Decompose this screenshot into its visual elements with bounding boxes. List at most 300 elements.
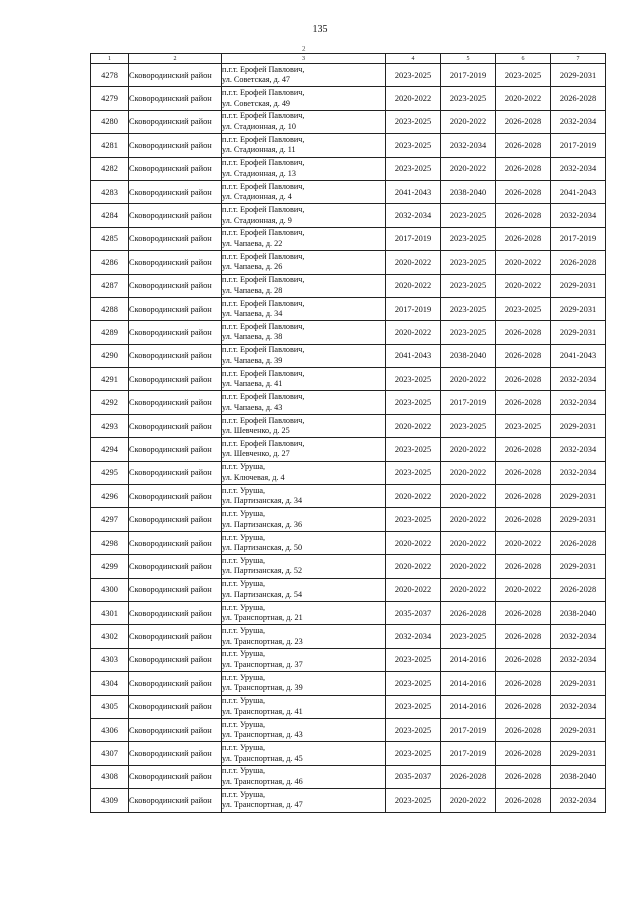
row-number: 4303 [91,648,129,671]
period-col5-cell: 2032-2034 [441,134,496,157]
district-cell: Сковородинский район [129,718,222,741]
table-row [91,344,606,367]
address-street: ул. Транспортная, д. 23 [222,636,303,646]
period-col6-cell: 2026-2028 [496,461,551,484]
table-row [91,251,606,274]
period-col4-cell: 2023-2025 [386,672,441,695]
row-number: 4280 [91,110,129,133]
table-row [91,87,606,110]
address-settlement: п.г.т. Ерофей Павлович, [222,368,305,378]
row-number: 4301 [91,601,129,624]
period-col6-cell: 2026-2028 [496,157,551,180]
column-header: 1 [91,54,129,64]
address-cell [222,87,386,110]
row-number: 4284 [91,204,129,227]
period-col7-cell: 2029-2031 [551,321,606,344]
table-row [91,438,606,461]
period-col6-cell: 2026-2028 [496,485,551,508]
period-col5-cell: 2020-2022 [441,531,496,554]
district-cell: Сковородинский район [129,157,222,180]
period-col5-cell: 2023-2025 [441,625,496,648]
period-col4-cell: 2020-2022 [386,251,441,274]
period-col6-cell: 2020-2022 [496,578,551,601]
column-header: 3 [222,54,386,64]
period-col5-cell: 2020-2022 [441,555,496,578]
address-settlement: п.г.т. Уруша, [222,789,266,799]
period-col7-cell: 2032-2034 [551,204,606,227]
table-row [91,765,606,788]
district-cell: Сковородинский район [129,672,222,695]
period-col5-cell: 2017-2019 [441,64,496,87]
address-street: ул. Партизанская, д. 50 [222,543,303,552]
district-cell: Сковородинский район [129,625,222,648]
period-col6-cell: 2026-2028 [496,742,551,765]
address-settlement: п.г.т. Ерофей Павлович, [222,205,305,215]
period-col7-cell: 2029-2031 [551,297,606,320]
period-col5-cell: 2020-2022 [441,461,496,484]
address-settlement: п.г.т. Уруша, [222,532,266,542]
address-settlement: п.г.т. Ерофей Павлович, [222,134,305,144]
row-number: 4281 [91,134,129,157]
address-settlement: п.г.т. Уруша, [222,696,266,706]
row-number: 4288 [91,297,129,320]
period-col4-cell: 2020-2022 [386,555,441,578]
table-row [91,414,606,437]
address-cell [222,578,386,601]
address-cell [222,695,386,718]
table-row [91,695,606,718]
table-row [91,110,606,133]
district-cell: Сковородинский район [129,321,222,344]
address-cell [222,461,386,484]
district-cell: Сковородинский район [129,251,222,274]
period-col6-cell: 2026-2028 [496,672,551,695]
row-number: 4306 [91,718,129,741]
address-street: ул. Шевченко, д. 27 [222,449,290,459]
period-col4-cell: 2023-2025 [386,391,441,414]
row-number: 4282 [91,157,129,180]
address-cell [222,414,386,437]
address-street: ул. Партизанская, д. 36 [222,519,303,529]
period-col4-cell: 2041-2043 [386,180,441,203]
address-cell [222,789,386,812]
address-settlement: п.г.т. Уруша, [222,485,266,495]
address-street: ул. Чапаева, д. 34 [222,309,283,319]
address-cell [222,64,386,87]
period-col4-cell: 2023-2025 [386,648,441,671]
table-row [91,531,606,554]
row-number: 4279 [91,87,129,110]
table-row [91,204,606,227]
period-col6-cell: 2026-2028 [496,718,551,741]
period-col5-cell: 2020-2022 [441,157,496,180]
address-street: ул. Чапаева, д. 39 [222,355,283,365]
period-col4-cell: 2041-2043 [386,344,441,367]
district-cell: Сковородинский район [129,180,222,203]
period-col6-cell: 2026-2028 [496,344,551,367]
period-col5-cell: 2023-2025 [441,87,496,110]
period-col7-cell: 2041-2043 [551,180,606,203]
period-col5-cell: 2038-2040 [441,180,496,203]
address-street: ул. Транспортная, д. 47 [222,800,303,810]
period-col7-cell: 2032-2034 [551,110,606,133]
period-col7-cell: 2026-2028 [551,251,606,274]
table-row [91,227,606,250]
district-cell: Сковородинский район [129,297,222,320]
district-cell: Сковородинский район [129,508,222,531]
row-number: 4299 [91,555,129,578]
address-street: ул. Ключевая, д. 4 [222,472,285,482]
address-settlement: п.г.т. Уруша, [222,579,266,589]
row-number: 4302 [91,625,129,648]
period-col7-cell: 2032-2034 [551,648,606,671]
address-cell [222,438,386,461]
address-settlement: п.г.т. Ерофей Павлович, [222,321,305,331]
row-number: 4309 [91,789,129,812]
district-cell: Сковородинский район [129,461,222,484]
period-col7-cell: 2029-2031 [551,414,606,437]
address-settlement: п.г.т. Уруша, [222,462,266,472]
period-col7-cell: 2032-2034 [551,157,606,180]
address-settlement: п.г.т. Ерофей Павлович, [222,181,305,191]
period-col5-cell: 2020-2022 [441,368,496,391]
address-cell [222,765,386,788]
district-cell: Сковородинский район [129,414,222,437]
period-col6-cell: 2026-2028 [496,321,551,344]
period-col6-cell: 2026-2028 [496,555,551,578]
address-street: ул. Чапаева, д. 28 [222,285,283,295]
period-col7-cell: 2032-2034 [551,789,606,812]
column-header: 5 [441,54,496,64]
address-street: ул. Чапаева, д. 43 [222,402,283,412]
period-col5-cell: 2017-2019 [441,391,496,414]
table-row [91,789,606,812]
period-col7-cell: 2029-2031 [551,672,606,695]
address-cell [222,368,386,391]
period-col6-cell: 2023-2025 [496,297,551,320]
period-col4-cell: 2020-2022 [386,274,441,297]
period-col4-cell: 2032-2034 [386,204,441,227]
period-col6-cell: 2020-2022 [496,87,551,110]
row-number: 4305 [91,695,129,718]
address-settlement: п.г.т. Ерофей Павлович, [222,158,305,168]
address-cell [222,134,386,157]
address-cell [222,180,386,203]
district-cell: Сковородинский район [129,204,222,227]
period-col4-cell: 2017-2019 [386,227,441,250]
row-number: 4295 [91,461,129,484]
period-col6-cell: 2026-2028 [496,625,551,648]
period-col4-cell: 2023-2025 [386,508,441,531]
period-col6-cell: 2026-2028 [496,204,551,227]
address-settlement: п.г.т. Уруша, [222,719,266,729]
address-settlement: п.г.т. Уруша, [222,743,266,753]
district-cell: Сковородинский район [129,391,222,414]
address-cell [222,742,386,765]
address-cell [222,157,386,180]
period-col4-cell: 2020-2022 [386,321,441,344]
period-col5-cell: 2023-2025 [441,204,496,227]
period-col7-cell: 2029-2031 [551,742,606,765]
address-cell [222,251,386,274]
period-col4-cell: 2023-2025 [386,438,441,461]
period-col7-cell: 2029-2031 [551,555,606,578]
district-cell: Сковородинский район [129,64,222,87]
row-number: 4298 [91,531,129,554]
period-col5-cell: 2014-2016 [441,672,496,695]
address-settlement: п.г.т. Уруша, [222,602,266,612]
table-row [91,391,606,414]
address-cell [222,485,386,508]
district-cell: Сковородинский район [129,765,222,788]
period-col4-cell: 2023-2025 [386,742,441,765]
period-col5-cell: 2020-2022 [441,789,496,812]
period-col6-cell: 2023-2025 [496,414,551,437]
period-col4-cell: 2023-2025 [386,368,441,391]
period-col6-cell: 2026-2028 [496,227,551,250]
period-col4-cell: 2020-2022 [386,531,441,554]
address-street: ул. Транспортная, д. 39 [222,683,303,693]
period-col6-cell: 2026-2028 [496,695,551,718]
period-col7-cell: 2017-2019 [551,227,606,250]
period-col6-cell: 2026-2028 [496,134,551,157]
row-number: 4296 [91,485,129,508]
address-cell [222,601,386,624]
period-col6-cell: 2020-2022 [496,531,551,554]
table-row [91,601,606,624]
period-col7-cell: 2032-2034 [551,695,606,718]
period-col6-cell: 2026-2028 [496,368,551,391]
period-col6-cell: 2026-2028 [496,765,551,788]
address-settlement: п.г.т. Уруша, [222,766,266,776]
period-col5-cell: 2014-2016 [441,648,496,671]
table-row [91,321,606,344]
row-number: 4283 [91,180,129,203]
table-row [91,368,606,391]
address-street: ул. Стадионная, д. 4 [222,192,292,202]
address-settlement: п.г.т. Ерофей Павлович, [222,64,305,74]
district-cell: Сковородинский район [129,555,222,578]
address-cell [222,555,386,578]
period-col7-cell: 2026-2028 [551,531,606,554]
address-street: ул. Чапаева, д. 38 [222,332,283,342]
period-col7-cell: 2017-2019 [551,134,606,157]
address-cell [222,227,386,250]
period-col4-cell: 2017-2019 [386,297,441,320]
period-col4-cell: 2020-2022 [386,578,441,601]
period-col4-cell: 2020-2022 [386,485,441,508]
page-number: 135 [312,24,328,35]
period-col6-cell: 2026-2028 [496,110,551,133]
address-settlement: п.г.т. Ерофей Павлович, [222,392,305,402]
period-col6-cell: 2026-2028 [496,601,551,624]
address-street: ул. Советская, д. 47 [222,75,291,85]
period-col5-cell: 2023-2025 [441,274,496,297]
table-row [91,625,606,648]
period-col6-cell: 2020-2022 [496,251,551,274]
period-col4-cell: 2020-2022 [386,414,441,437]
address-cell [222,110,386,133]
address-settlement: п.г.т. Уруша, [222,626,266,636]
registry-table [90,53,606,813]
period-col5-cell: 2038-2040 [441,344,496,367]
period-col5-cell: 2020-2022 [441,110,496,133]
address-cell [222,718,386,741]
address-street: ул. Транспортная, д. 21 [222,613,303,623]
address-street: ул. Транспортная, д. 45 [222,753,303,763]
period-col5-cell: 2023-2025 [441,321,496,344]
period-col6-cell: 2026-2028 [496,789,551,812]
period-col7-cell: 2041-2043 [551,344,606,367]
period-col6-cell: 2026-2028 [496,438,551,461]
header-mark: 2 [302,45,306,53]
period-col7-cell: 2026-2028 [551,578,606,601]
address-settlement: п.г.т. Ерофей Павлович, [222,88,305,98]
district-cell: Сковородинский район [129,368,222,391]
row-number: 4308 [91,765,129,788]
period-col7-cell: 2038-2040 [551,765,606,788]
row-number: 4278 [91,64,129,87]
address-street: ул. Стадионная, д. 11 [222,145,296,155]
address-settlement: п.г.т. Ерофей Павлович, [222,345,305,355]
period-col4-cell: 2023-2025 [386,157,441,180]
address-cell [222,297,386,320]
address-cell [222,648,386,671]
address-cell [222,344,386,367]
table-row [91,555,606,578]
period-col6-cell: 2026-2028 [496,391,551,414]
district-cell: Сковородинский район [129,742,222,765]
address-street: ул. Транспортная, д. 43 [222,730,303,740]
district-cell: Сковородинский район [129,344,222,367]
address-cell [222,672,386,695]
address-cell [222,274,386,297]
address-cell [222,625,386,648]
period-col5-cell: 2020-2022 [441,485,496,508]
address-street: ул. Стадионная, д. 10 [222,121,296,131]
table-row [91,180,606,203]
period-col5-cell: 2026-2028 [441,601,496,624]
column-header: 6 [496,54,551,64]
row-number: 4286 [91,251,129,274]
column-header: 7 [551,54,606,64]
period-col4-cell: 2023-2025 [386,461,441,484]
district-cell: Сковородинский район [129,87,222,110]
period-col7-cell: 2029-2031 [551,718,606,741]
period-col5-cell: 2023-2025 [441,297,496,320]
row-number: 4294 [91,438,129,461]
address-settlement: п.г.т. Уруша, [222,649,266,659]
row-number: 4297 [91,508,129,531]
period-col5-cell: 2014-2016 [441,695,496,718]
period-col4-cell: 2020-2022 [386,87,441,110]
row-number: 4285 [91,227,129,250]
period-col7-cell: 2026-2028 [551,87,606,110]
address-settlement: п.г.т. Ерофей Павлович, [222,251,305,261]
district-cell: Сковородинский район [129,695,222,718]
period-col6-cell: 2023-2025 [496,64,551,87]
period-col4-cell: 2023-2025 [386,134,441,157]
period-col7-cell: 2032-2034 [551,625,606,648]
address-settlement: п.г.т. Уруша, [222,555,266,565]
period-col7-cell: 2032-2034 [551,391,606,414]
period-col5-cell: 2023-2025 [441,414,496,437]
district-cell: Сковородинский район [129,485,222,508]
period-col5-cell: 2017-2019 [441,742,496,765]
table-row [91,297,606,320]
address-street: ул. Партизанская, д. 34 [222,496,303,506]
address-cell [222,531,386,554]
table-row [91,742,606,765]
district-cell: Сковородинский район [129,438,222,461]
address-street: ул. Партизанская, д. 52 [222,566,303,576]
table-row [91,672,606,695]
table-body [91,64,606,813]
period-col4-cell: 2035-2037 [386,601,441,624]
period-col4-cell: 2023-2025 [386,718,441,741]
table-row [91,157,606,180]
period-col7-cell: 2032-2034 [551,438,606,461]
row-number: 4291 [91,368,129,391]
period-col4-cell: 2023-2025 [386,695,441,718]
row-number: 4289 [91,321,129,344]
address-street: ул. Транспортная, д. 46 [222,776,303,786]
period-col7-cell: 2029-2031 [551,485,606,508]
period-col4-cell: 2035-2037 [386,765,441,788]
district-cell: Сковородинский район [129,601,222,624]
row-number: 4293 [91,414,129,437]
district-cell: Сковородинский район [129,578,222,601]
period-col4-cell: 2023-2025 [386,64,441,87]
table-row [91,274,606,297]
table-row [91,648,606,671]
row-number: 4304 [91,672,129,695]
period-col7-cell: 2029-2031 [551,274,606,297]
district-cell: Сковородинский район [129,274,222,297]
address-settlement: п.г.т. Ерофей Павлович, [222,275,305,285]
column-header: 2 [129,54,222,64]
table-row [91,64,606,87]
row-number: 4290 [91,344,129,367]
row-number: 4287 [91,274,129,297]
period-col5-cell: 2026-2028 [441,765,496,788]
column-header: 4 [386,54,441,64]
address-settlement: п.г.т. Ерофей Павлович, [222,111,305,121]
address-settlement: п.г.т. Уруша, [222,509,266,519]
district-cell: Сковородинский район [129,789,222,812]
address-street: ул. Чапаева, д. 22 [222,238,283,248]
table-header [91,54,606,64]
address-cell [222,508,386,531]
row-number: 4292 [91,391,129,414]
period-col5-cell: 2020-2022 [441,438,496,461]
address-cell [222,321,386,344]
period-col6-cell: 2026-2028 [496,508,551,531]
district-cell: Сковородинский район [129,134,222,157]
row-number: 4300 [91,578,129,601]
address-street: ул. Чапаева, д. 26 [222,262,283,272]
period-col7-cell: 2032-2034 [551,368,606,391]
address-settlement: п.г.т. Ерофей Павлович, [222,438,305,448]
period-col5-cell: 2023-2025 [441,251,496,274]
address-cell [222,391,386,414]
period-col4-cell: 2032-2034 [386,625,441,648]
period-col7-cell: 2038-2040 [551,601,606,624]
period-col4-cell: 2023-2025 [386,110,441,133]
table-row [91,578,606,601]
address-street: ул. Партизанская, д. 54 [222,589,303,599]
table-row [91,508,606,531]
